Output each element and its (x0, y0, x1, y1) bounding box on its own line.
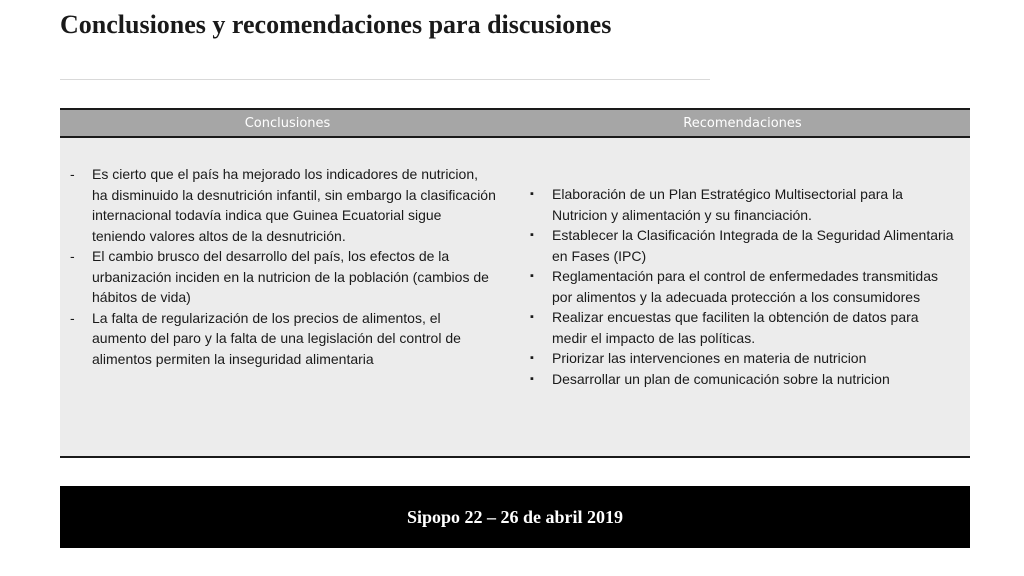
footer-date: Sipopo 22 – 26 de abril 2019 (406, 506, 624, 527)
conclusions-list (68, 164, 496, 369)
square-bullet-icon: ▪ (530, 352, 534, 364)
footer-banner (60, 486, 970, 548)
conclusion-item: - Es cierto que el país ha mejorado los indicadores de nutricion, ha disminuido la desnutrición infantil, sin embargo la clasificación internacional todavía indica que Guinea Ecuatorial sigue teniendo valores altos de la desnutrición. (70, 166, 496, 244)
recommendation-item: ▪ Desarrollar un plan de comunicación sobre la nutricion (528, 369, 956, 390)
square-bullet-icon: ▪ (530, 372, 534, 385)
table-header (60, 110, 970, 138)
conclusion-item: - La falta de regularización de los precios de alimentos, el aumento del paro y la falta de una legislación del control de alimentos permiten la inseguridad alimentaria (70, 309, 461, 367)
dash-marker: - (70, 309, 75, 326)
header-conclusions: Conclusiones (244, 115, 331, 131)
square-bullet-icon: ▪ (530, 270, 534, 282)
conclusion-item: - El cambio brusco del desarrollo del país, los efectos de la urbanización inciden en la nutricion de la población (cambios de hábitos de vida) (70, 248, 489, 305)
recommendations-list (528, 184, 956, 389)
square-bullet-icon: ▪ (530, 229, 534, 241)
square-bullet-icon: ▪ (530, 188, 534, 200)
square-bullet-icon: ▪ (530, 311, 534, 323)
page-title: Conclusiones y recomendaciones para discusiones (60, 10, 612, 39)
conclusions-table (60, 108, 970, 458)
dash-marker: - (70, 248, 75, 264)
recommendation-item: ▪ Reglamentación para el control de enfermedades transmitidas por alimentos y la adecuada protección a los consumidores (530, 268, 938, 305)
recommendation-item: ▪ Priorizar las intervenciones en materia de nutricion (528, 348, 956, 369)
conclusions-column (60, 138, 514, 456)
recommendation-item: ▪ Establecer la Clasificación Integrada de la Seguridad Alimentaria en Fases (IPC) (530, 227, 954, 264)
recommendation-item: ▪ Realizar encuestas que faciliten la obtención de datos para medir el impacto de las políticas. (530, 309, 919, 346)
table-body (60, 138, 970, 456)
header-recommendations: Recomendaciones (683, 115, 802, 131)
dash-marker: - (70, 166, 75, 182)
recommendation-item: ▪ Elaboración de un Plan Estratégico Multisectorial para la Nutricion y alimentación y su financiación. (530, 186, 903, 223)
title-divider (60, 79, 710, 80)
recommendations-column (514, 138, 970, 456)
